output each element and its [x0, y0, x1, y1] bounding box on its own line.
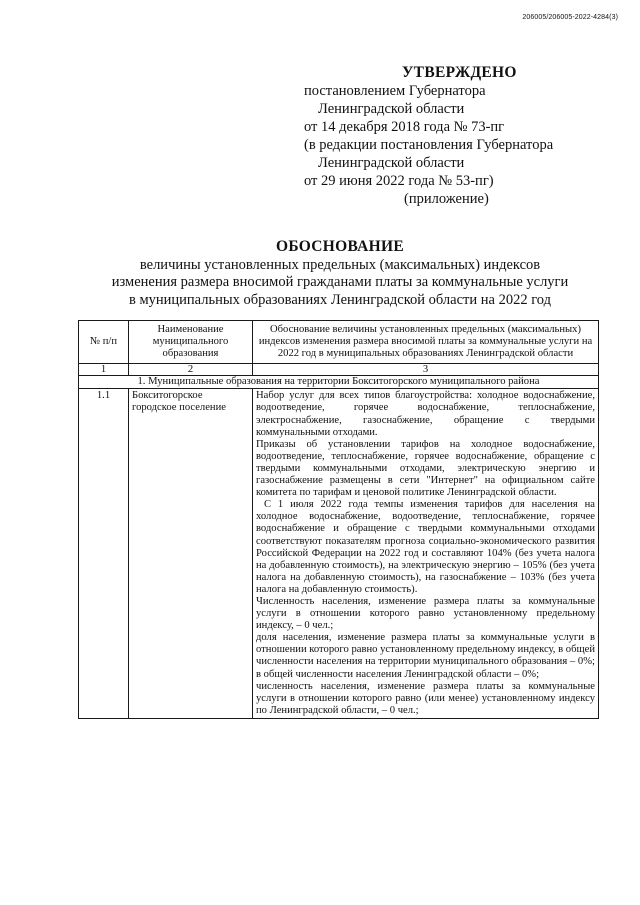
- approval-stamp: [304, 64, 604, 208]
- approval-line: Ленинградской области: [318, 155, 465, 171]
- column-number: 1: [79, 364, 129, 376]
- justification-paragraph: Численность населения, изменение размера платы за коммунальные услуги в отношении которого равно установленному предельному индексу, – 0 чел.;: [256, 595, 595, 632]
- approval-line: от 29 июня 2022 года № 53-пг): [304, 173, 494, 189]
- section-row: [79, 376, 599, 389]
- approval-heading: УТВЕРЖДЕНО: [402, 64, 517, 81]
- document-title-block: [60, 238, 620, 309]
- column-number-row: [79, 364, 599, 376]
- table-header-row: [79, 321, 599, 364]
- column-number: 2: [129, 364, 253, 376]
- header-justification: Обоснование величины установленных предельных (максимальных) индексов изменения размера вносимой платы за коммунальные услуги на 2022 год в муниципальных образованиях Ленинградской области: [253, 321, 599, 364]
- approval-line: постановлением Губернатора: [304, 83, 486, 99]
- approval-line: (в редакции постановления Губернатора: [304, 137, 554, 153]
- justification-table: [78, 320, 599, 719]
- approval-line: от 14 декабря 2018 года № 73-пг: [304, 119, 505, 135]
- row-justification: [253, 389, 599, 719]
- justification-paragraph: доля населения, изменение размера платы за коммунальные услуги в отношении которого равно установленному предельному индексу, в общей численности населения на территории муниципального образования – 0%; в общей численности населения Ленинградской области – 0%;: [256, 632, 595, 680]
- justification-paragraph: Приказы об установлении тарифов на холодное водоснабжение, водоотведение, теплоснабжение, горячее водоснабжение, обращение с твердыми коммунальными отходами, электрическую энергию и газоснабжение размещены в сети "Интернет" на официальном сайте комитета по тарифам и ценовой политике Ленинградской области.: [256, 438, 595, 499]
- header-municipality: Наименование муниципального образования: [129, 321, 253, 364]
- section-title: 1. Муниципальные образования на территории Бокситогорского муниципального района: [79, 376, 599, 389]
- row-municipality-name: Бокситогорское городское поселение: [129, 389, 253, 719]
- justification-paragraph: Набор услуг для всех типов благоустройства: холодное водоснабжение, водоотведение, горячее водоснабжение, теплоснабжение, электроснабжение, газоснабжение, обращение с твердыми коммунальными отходами.: [256, 390, 595, 438]
- column-number: 3: [253, 364, 599, 376]
- justification-paragraph: С 1 июля 2022 года темпы изменения тарифов для населения на холодное водоснабжение, водоотведение, теплоснабжение, горячее водоснабжение и обращение с твердыми коммунальными отходами соответствуют показателям прогноза социально-экономического развития Российской Федерации на 2022 год и составляют 104% (без учета налога на добавленную стоимость), на электрическую энергию – 105% (без учета налога на добавленную стоимость), на газоснабжение – 103% (без учета налога на добавленную стоимость).: [256, 499, 595, 595]
- row-number: 1.1: [79, 389, 129, 719]
- document-subtitle-line: в муниципальных образованиях Ленинградской области на 2022 год: [128, 291, 552, 308]
- table-row: [79, 389, 599, 719]
- justification-paragraph: численность населения, изменение размера платы за коммунальные услуги в отношении которого равно (или менее) установленному индексу по Ленинградской области, – 0 чел.;: [256, 680, 595, 716]
- approval-appendix: (приложение): [404, 191, 489, 207]
- document-subtitle-line: величины установленных предельных (максимальных) индексов: [139, 256, 541, 273]
- header-number: № п/п: [79, 321, 129, 364]
- document-id: 206005/206005-2022-4284(3): [522, 14, 618, 21]
- document-title: ОБОСНОВАНИЕ: [275, 238, 405, 255]
- document-subtitle-line: изменения размера вносимой гражданами платы за коммунальные услуги: [111, 274, 569, 290]
- approval-line: Ленинградской области: [318, 101, 465, 117]
